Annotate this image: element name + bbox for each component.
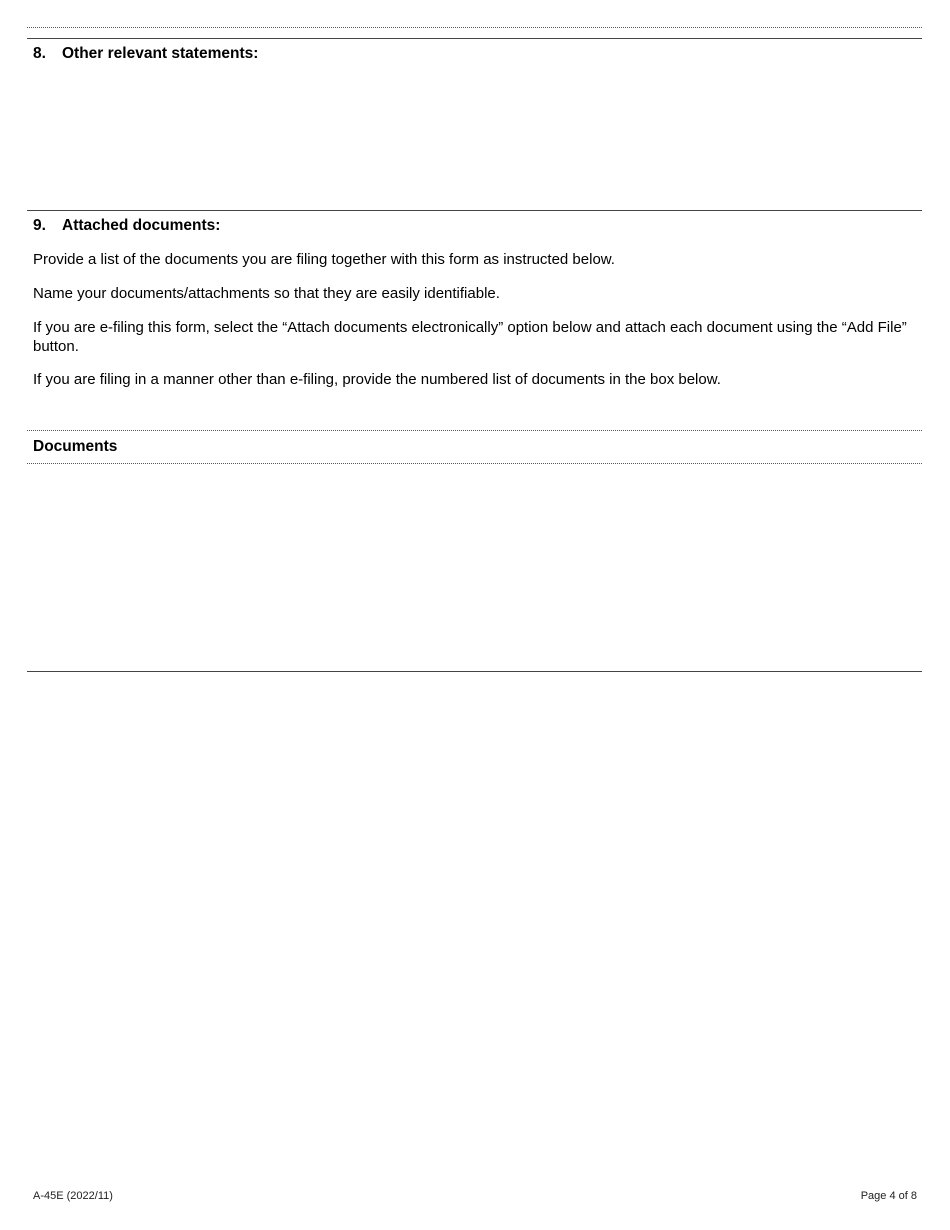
documents-header-divider bbox=[27, 463, 922, 464]
documents-list-field[interactable] bbox=[27, 465, 922, 670]
documents-top-divider bbox=[27, 430, 922, 431]
top-divider bbox=[27, 38, 922, 39]
section-9-divider bbox=[27, 210, 922, 211]
instruction-name-documents: Name your documents/attachments so that they are easily identifiable. bbox=[33, 285, 500, 302]
documents-label: Documents bbox=[33, 438, 118, 455]
instruction-other-filing: If you are filing in a manner other than e-filing, provide the numbered list of documents in the box below. bbox=[33, 371, 721, 388]
documents-bottom-divider bbox=[27, 671, 922, 672]
section-8-number: 8. bbox=[33, 45, 46, 62]
section-9-number: 9. bbox=[33, 217, 46, 234]
section-8-heading bbox=[33, 45, 258, 63]
instruction-provide-list: Provide a list of the documents you are filing together with this form as instructed below. bbox=[33, 251, 615, 268]
top-divider-dotted bbox=[27, 27, 922, 28]
section-9-heading bbox=[33, 217, 220, 235]
page-number: Page 4 of 8 bbox=[860, 1190, 917, 1202]
form-id: A-45E (2022/11) bbox=[33, 1190, 113, 1202]
other-statements-field[interactable] bbox=[27, 66, 922, 209]
instruction-e-filing: If you are e-filing this form, select the “Attach documents electronically” option below and attach each document using the “Add File” button. bbox=[33, 319, 907, 355]
section-8-title: Other relevant statements: bbox=[62, 45, 259, 62]
section-9-title: Attached documents: bbox=[62, 217, 221, 234]
